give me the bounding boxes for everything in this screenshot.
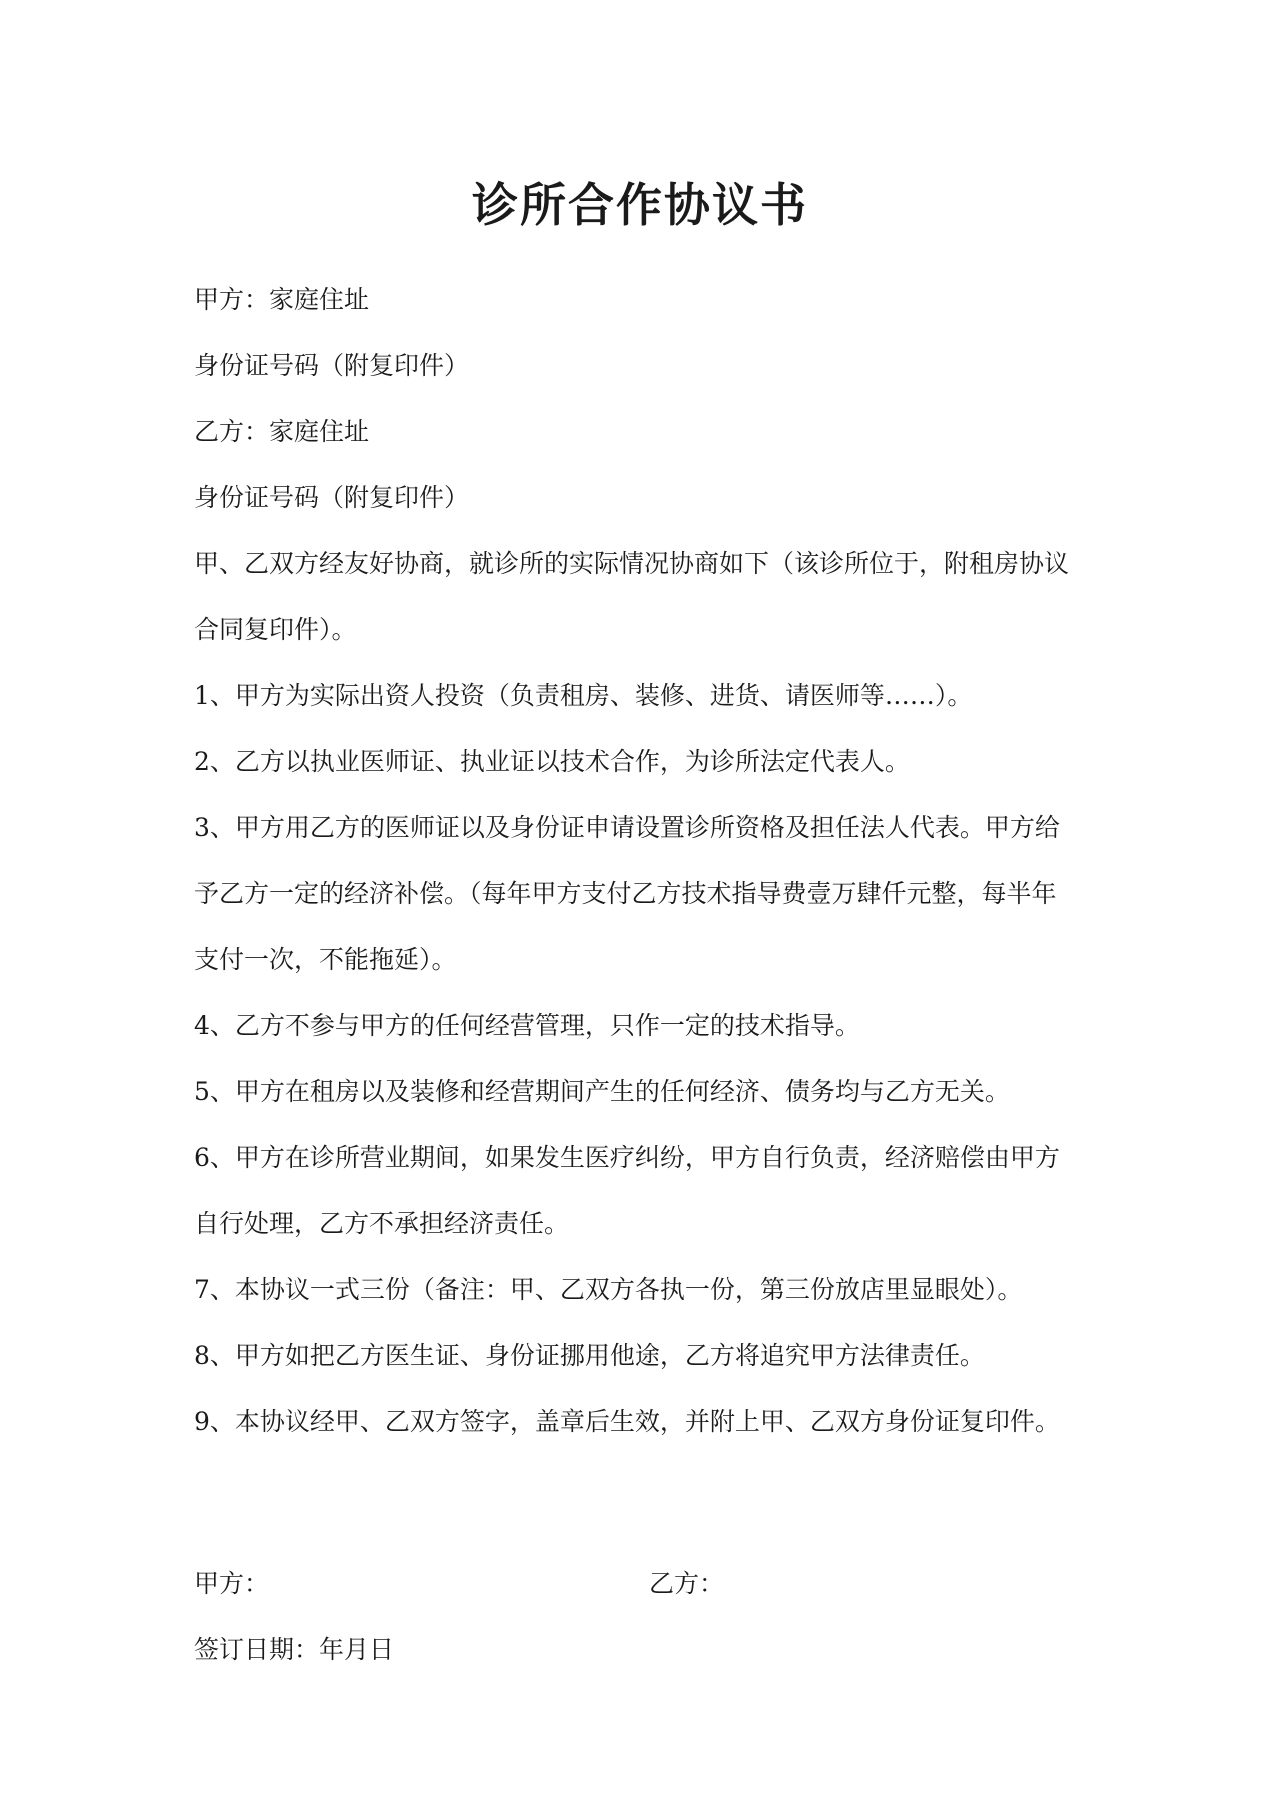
clause-4: 4、乙方不参与甲方的任何经营管理，只作一定的技术指导。 [194, 1011, 860, 1040]
clause-3-line-2: 予乙方一定的经济补偿。（每年甲方支付乙方技术指导费壹万肆仟元整，每半年 [194, 879, 1057, 908]
party-a-id-number: 身份证号码（附复印件） [194, 351, 470, 380]
clause-7: 7、本协议一式三份（备注：甲、乙双方各执一份，第三份放店里显眼处）。 [194, 1275, 1023, 1304]
clause-9: 9、本协议经甲、乙双方签字，盖章后生效，并附上甲、乙双方身份证复印件。 [194, 1407, 1060, 1436]
party-a-signature-label: 甲方： [194, 1569, 270, 1598]
clause-8: 8、甲方如把乙方医生证、身份证挪用他途，乙方将追究甲方法律责任。 [194, 1341, 985, 1370]
party-b-signature-label: 乙方： [649, 1569, 725, 1598]
preamble-line-2: 合同复印件）。 [194, 615, 357, 644]
document-body [194, 267, 1094, 1455]
party-b-id-number: 身份证号码（附复印件） [194, 483, 470, 512]
signature-row [194, 1551, 1094, 1617]
preamble-line-1: 甲、乙双方经友好协商，就诊所的实际情况协商如下（该诊所位于，附租房协议 [194, 549, 1070, 578]
signing-date: 签订日期：年月日 [194, 1635, 395, 1664]
clause-6-line-2: 自行处理，乙方不承担经济责任。 [194, 1209, 570, 1238]
document-title: 诊所合作协议书 [472, 178, 808, 232]
clause-3-line-1: 3、甲方用乙方的医师证以及身份证申请设置诊所资格及担任法人代表。甲方给 [194, 813, 1060, 842]
party-b-address: 乙方：家庭住址 [194, 417, 370, 446]
party-a-address: 甲方：家庭住址 [194, 285, 370, 314]
clause-2: 2、乙方以执业医师证、执业证以技术合作，为诊所法定代表人。 [194, 747, 910, 776]
clause-1: 1、甲方为实际出资人投资（负责租房、装修、进货、请医师等……）。 [194, 681, 973, 710]
clause-5: 5、甲方在租房以及装修和经营期间产生的任何经济、债务均与乙方无关。 [194, 1077, 1010, 1106]
clause-6-line-1: 6、甲方在诊所营业期间，如果发生医疗纠纷，甲方自行负责，经济赔偿由甲方 [194, 1143, 1060, 1172]
clause-3-line-3: 支付一次，不能拖延）。 [194, 945, 457, 974]
